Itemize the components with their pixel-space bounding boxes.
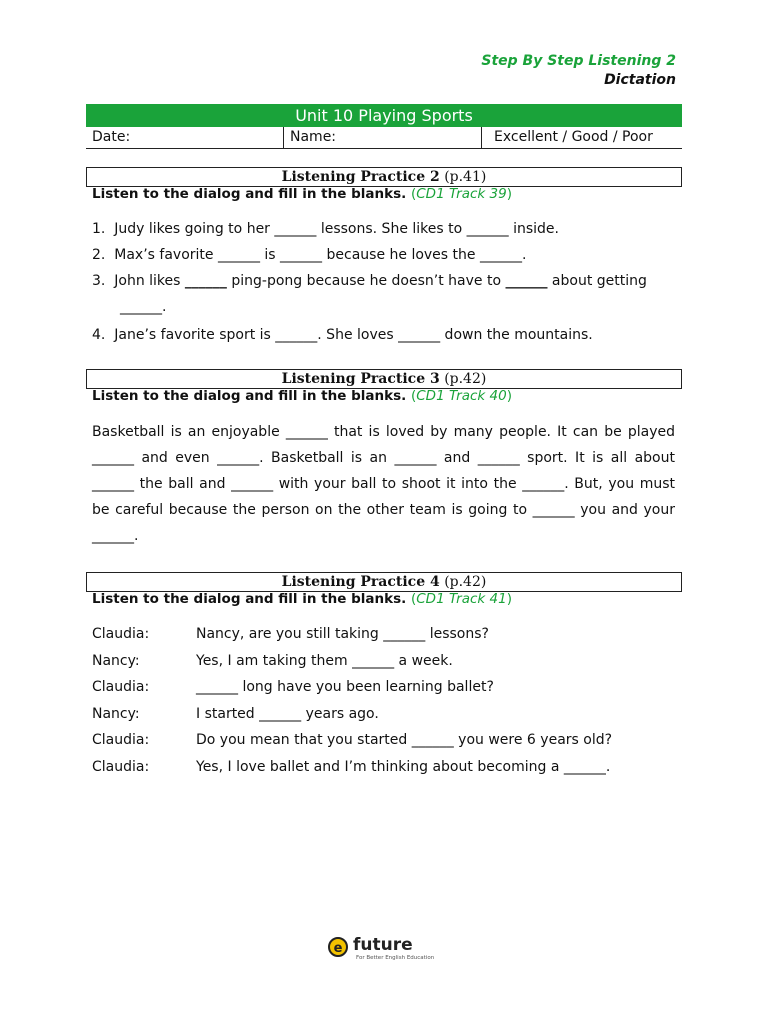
- speaker: Nancy:: [92, 705, 140, 722]
- instruction-text: Listen to the dialog and fill in the blanks.: [92, 388, 407, 404]
- paragraph-line: ______ the ball and ______ with your ball to shoot it into the ______. But, you must: [92, 476, 675, 492]
- document-type: Dictation: [604, 72, 676, 88]
- instruction-text: Listen to the dialog and fill in the blanks.: [92, 591, 407, 607]
- paragraph-line: Basketball is an enjoyable ______ that is loved by many people. It can be played: [92, 424, 675, 440]
- paragraph-line: ______ and even ______. Basketball is an ______ and ______ sport. It is all about: [92, 450, 675, 466]
- document-header: [481, 52, 676, 90]
- dialog-line: Yes, I am taking them ______ a week.: [196, 652, 453, 669]
- passage-paragraph: [92, 419, 675, 549]
- section-header-practice-2: [86, 167, 682, 187]
- instruction-text: Listen to the dialog and fill in the blanks.: [92, 186, 407, 202]
- section-page: (p.41): [444, 169, 487, 185]
- student-info-row: [86, 127, 682, 149]
- name-field[interactable]: Name:: [284, 127, 482, 148]
- logo-e-icon: e: [328, 937, 348, 957]
- section-page: (p.42): [444, 371, 487, 387]
- list-item: 3. John likes ______ ping-pong because he doesn’t have to ______ about getting: [92, 273, 647, 289]
- section-title: Listening Practice 2: [281, 169, 440, 185]
- instruction-practice-3: Listen to the dialog and fill in the blanks. (CD1 Track 40): [92, 388, 512, 404]
- dialog-line: Nancy, are you still taking ______ lessons?: [196, 626, 489, 642]
- paragraph-line: be careful because the person on the other team is going to ______ you and your: [92, 502, 675, 518]
- paragraph-line: ______.: [92, 528, 139, 544]
- dialog-line: Yes, I love ballet and I’m thinking about becoming a ______.: [196, 758, 611, 775]
- track-label: CD1 Track 40: [416, 388, 507, 404]
- series-title: Step By Step Listening 2: [481, 53, 676, 69]
- section-title: Listening Practice 3: [281, 371, 440, 387]
- dialog-line: Do you mean that you started ______ you were 6 years old?: [196, 732, 613, 748]
- list-item-continuation: ______.: [120, 299, 167, 315]
- speaker: Nancy:: [92, 652, 140, 669]
- efuture-logo: [328, 935, 448, 965]
- dialog-line: ______ long have you been learning ballet?: [196, 679, 494, 695]
- instruction-practice-4: Listen to the dialog and fill in the blanks. (CD1 Track 41): [92, 591, 512, 607]
- logo-tagline: For Better English Education: [356, 955, 435, 961]
- speaker: Claudia:: [92, 732, 150, 748]
- section-header-practice-4: [86, 572, 682, 592]
- section-page: (p.42): [444, 574, 487, 590]
- rating-field[interactable]: Excellent / Good / Poor: [494, 129, 653, 145]
- list-item: 1. Judy likes going to her ______ lessons. She likes to ______ inside.: [92, 221, 559, 237]
- logo-wordmark: future: [353, 935, 413, 955]
- dialog-line: I started ______ years ago.: [196, 705, 379, 722]
- speaker: Claudia:: [92, 626, 150, 642]
- list-item: 4. Jane’s favorite sport is ______. She loves ______ down the mountains.: [92, 327, 593, 343]
- speaker: Claudia:: [92, 679, 150, 695]
- speaker: Claudia:: [92, 758, 150, 775]
- list-item: 2. Max’s favorite ______ is ______ because he loves the ______.: [92, 247, 527, 263]
- date-field[interactable]: Date:: [86, 127, 284, 148]
- track-label: CD1 Track 39: [416, 186, 507, 202]
- instruction-practice-2: Listen to the dialog and fill in the blanks. (CD1 Track 39): [92, 186, 512, 202]
- track-label: CD1 Track 41: [416, 591, 507, 607]
- unit-title: Unit 10 Playing Sports: [86, 104, 682, 127]
- unit-info-table: [86, 104, 682, 149]
- section-header-practice-3: [86, 369, 682, 389]
- section-title: Listening Practice 4: [281, 574, 440, 590]
